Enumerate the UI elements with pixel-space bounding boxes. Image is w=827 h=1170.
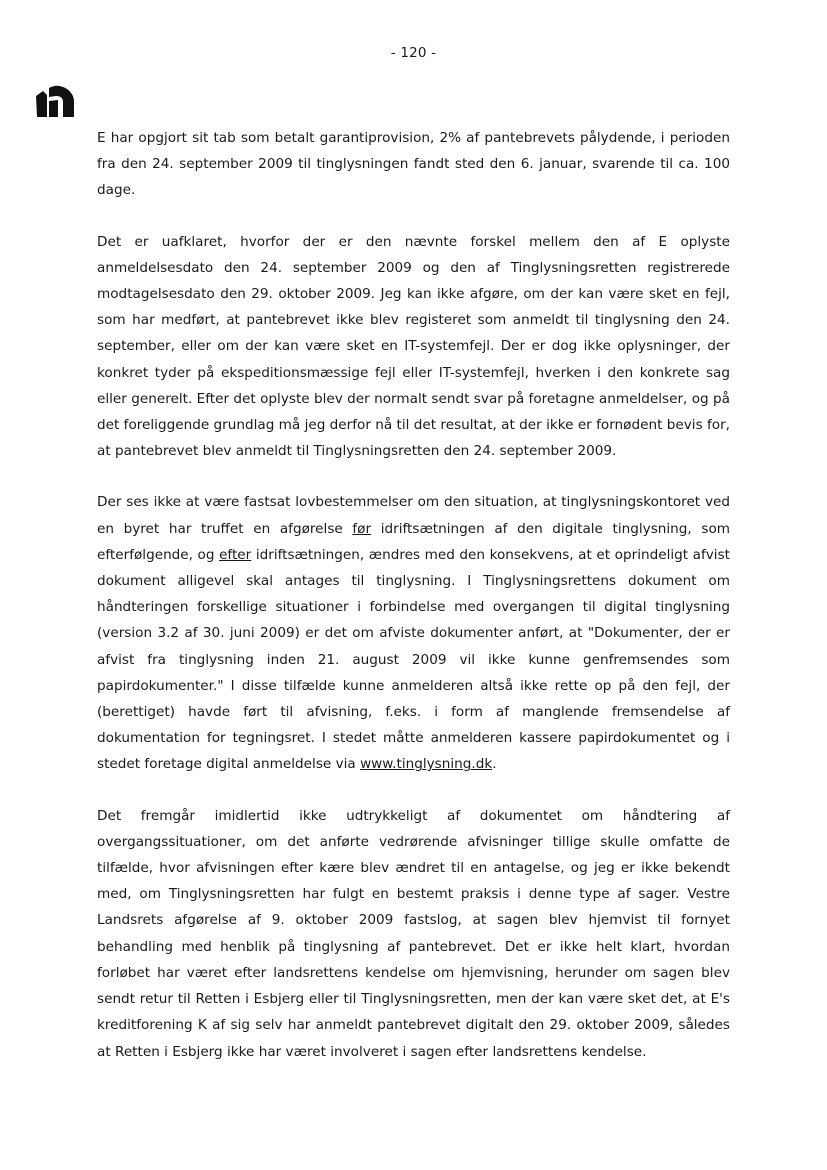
- text-run: Det fremgår imidlertid ikke udtrykkeligt af dokumentet om håndtering af overgangssituationer, om det anførte vedrørende afvisninger tillige skulle omfatte de tilfælde, hvor afvisningen efter kære blev ændret til en antagelse, og jeg er ikke bekendt med, om Tinglysningsretten har fulgt en bestemt praksis i denne type af sager. Vestre Landsrets afgørelse af 9. oktober 2009 fastslog, at sagen blev hjemvist til fornyet behandling med henblik på tinglysning af pantebrevet. Det er ikke helt klart, hvordan forløbet har været efter landsrettens kendelse om hjemvisning, herunder om sagen blev sendt retur til Retten i Esbjerg eller til Tinglysningsretten, men der kan være sket det, at E's kreditforening K af sig selv har anmeldt pantebrevet digitalt den 29. oktober 2009, således at Retten i Esbjerg ikke har været involveret i sagen efter landsrettens kendelse.: [97, 807, 730, 1060]
- underlined-word-foer: før: [352, 520, 372, 537]
- text-run: E har opgjort sit tab som betalt garantiprovision, 2% af pantebrevets pålydende, i perioden fra den 24. september 2009 til tinglysningen fandt sted den 6. januar, svarende til ca. 100 dage.: [97, 130, 730, 199]
- text-run: idriftsætningen af den digitale tinglysning, som efterfølgende, og: [97, 520, 731, 563]
- text-run: Det er uafklaret, hvorfor der er den nævnte forskel mellem den af E oplyste anmeldelsesdato den 24. september 2009 og den af Tinglysningsretten registrerede modtagelsesdato den 29. oktober 2009. Jeg kan ikke afgøre, om der kan være sket en fejl, som har medført, at pantebrevet ikke blev registeret som anmeldt til tinglysning den 24. september, eller om der kan være sket en IT-systemfejl. Der er dog ikke oplysninger, der konkret tyder på ekspeditionsmæssige fejl eller IT-systemfejl, hverken i den konkrete sag eller generelt. Efter det oplyste blev der normalt sendt svar på foretagne anmeldelser, og på det foreliggende grundlag må jeg derfor nå til det resultat, at der ikke er fornødent bevis for, at pantebrevet blev anmeldt til Tinglysningsretten den 24. september 2009.: [97, 233, 730, 460]
- page-number: - 120 -: [390, 45, 437, 61]
- text-run: .: [492, 756, 497, 773]
- text-run: Der ses ikke at være fastsat lovbestemmelser om den situation, at tinglysningskontoret ved en byret har truffet en afgørelse: [97, 494, 730, 537]
- paragraph: [97, 229, 730, 465]
- paragraph: [97, 125, 730, 204]
- underlined-word-efter: efter: [219, 546, 252, 563]
- paragraph: [97, 803, 730, 1065]
- paragraph: [97, 489, 730, 777]
- ombudsman-logo-icon: [34, 84, 78, 120]
- tinglysning-link[interactable]: www.tinglysning.dk: [360, 756, 493, 773]
- text-run: idriftsætningen, ændres med den konsekvens, at et oprindeligt afvist dokument alligevel skal antages til tinglysning. I Tinglysningsrettens dokument om håndteringen forskellige situationer i forbindelse med overgangen til digital tinglysning (version 3.2 af 30. juni 2009) er det om afviste dokumenter anført, at "Dokumenter, der er afvist fra tinglysning inden 21. august 2009 vil ikke kunne genfremsendes som papirdokumenter." I disse tilfælde kunne anmelderen altså ikke rette op på den fejl, der (berettiget) havde ført til afvisning, f.eks. i form af manglende fremsendelse af dokumentation for tegningsret. I stedet måtte anmelderen kassere papirdokumentet og i stedet foretage digital anmeldelse via: [97, 546, 730, 773]
- body-text: [97, 125, 730, 1090]
